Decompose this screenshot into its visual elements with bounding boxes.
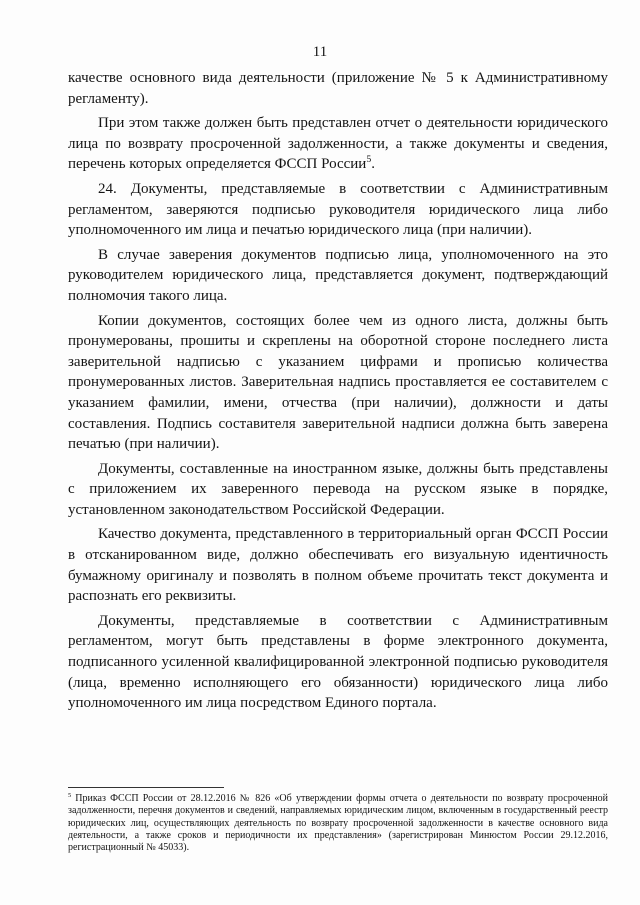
paragraph-text: Качество документа, представленного в территориальный орган ФССП России в отсканированном виде, должно обеспечивать его визуальную идентичность бумажному оригиналу и позволять в полном объеме прочитать текст документа и распознать его реквизиты. (68, 526, 608, 605)
paragraph-text: При этом также должен быть представлен отчет о деятельности юридического лица по возврату просроченной задолженности, а также документы и сведения, перечень которых определяется ФССП России (68, 115, 608, 173)
paragraph-text: Документы, составленные на иностранном языке, должны быть представлены с приложением их заверенного перевода на русском языке в порядке, установленном законодательством Российской Федерации. (68, 460, 608, 518)
footnote: $^5$ Приказ ФССП России от 28.12.2016 № 826 «Об утверждении формы отчета о деятельности по возврату просроченной задолженности, перечня документов и сведений, направляемых юридическим лицом, включенным в государственный реестр юридических лиц, осуществляющих деятельность по возврату просроченной задолженности в качестве основного вида деятельности, а также сроков и периодичности их представления» (зарегистрирован Минюстом России 29.12.2016, регистрационный № 45033). (68, 791, 608, 854)
paragraph-item-24 (68, 179, 608, 241)
page-number: 11 (312, 44, 328, 60)
document-body (68, 68, 608, 718)
paragraph-electronic-form (68, 611, 608, 714)
paragraph-continuation (68, 68, 608, 109)
paragraph-authorized-person (68, 245, 608, 307)
paragraph-text: качестве основного вида деятельности (приложение № 5 к Административному регламенту). (68, 70, 608, 107)
footnote-divider (68, 787, 224, 788)
paragraph-text: 24. Документы, представляемые в соответствии с Административным регламентом, заверяются подписью руководителя юридического лица либо уполномоченного им лица и печатью юридического лица (при наличии). (68, 180, 608, 239)
paragraph-scan-quality (68, 524, 608, 606)
paragraph-copies (68, 311, 608, 455)
footnote-text: Приказ ФССП России от 28.12.2016 № 826 «Об утверждении формы отчета о деятельности по возврату просроченной задолженности, перечня документов и сведений, направляемых юридическим лицом, включенным в государственный реестр юридических лиц, осуществляющих деятельность по возврату просроченной задолженности в качестве основного вида деятельности, а также сроков и периодичности их представления» (зарегистрирован Минюстом России 29.12.2016, регистрационный № 45033). (68, 793, 608, 854)
paragraph-foreign-language (68, 459, 608, 521)
paragraph-report-requirement: При этом также должен быть представлен отчет о деятельности юридического лица по возврату просроченной задолженности, а также документы и сведения, перечень которых определяется ФССП России$^5$. (68, 115, 608, 173)
paragraph-text: Копии документов, состоящих более чем из одного листа, должны быть пронумерованы, прошиты и скреплены на оборотной стороне последнего листа заверительной надписью с указанием цифрами и прописью количества пронумерованных листов. Заверительная надпись проставляется ее составителем с указанием фамилии, имени, отчества (при наличии), должности и даты составления. Подпись составителя заверительной надписи должна быть заверена печатью (при наличии). (68, 312, 608, 453)
footnote-reference: 5 (366, 154, 372, 166)
paragraph-text: Документы, представляемые в соответствии с Административным регламентом, могут быть представлены в форме электронного документа, подписанного усиленной квалифицированной электронной подписью руководителя (лица, временно исполняющего его обязанности) юридического лица либо уполномоченного им лица посредством Единого портала. (68, 612, 608, 712)
paragraph-text: В случае заверения документов подписью лица, уполномоченного на это руководителем юридического лица, представляется документ, подтверждающий полномочия такого лица. (68, 246, 608, 304)
